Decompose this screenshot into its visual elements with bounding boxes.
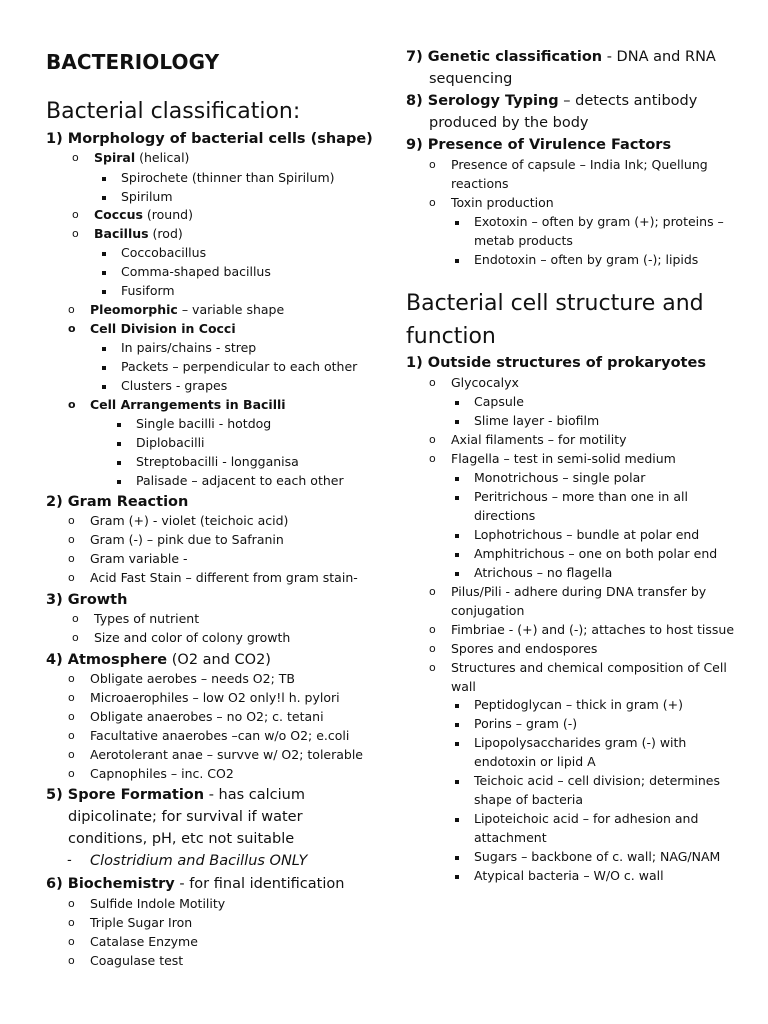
list-item: o Gram (-) – pink due to Safranin <box>90 534 284 547</box>
list-item: Peritrichous – more than one in all <box>474 489 688 504</box>
list-item: o Facultative anaerobes –can w/o O2; e.coli <box>90 730 349 743</box>
list-item-cont: endotoxin or lipid A <box>474 754 596 769</box>
list-item: o Triple Sugar Iron <box>90 917 192 930</box>
list-item: o Cell Arrangements in Bacilli <box>90 399 286 412</box>
list-item: o Cell Division in Cocci <box>90 323 236 336</box>
list-item: Atypical bacteria – W/O c. wall <box>474 868 664 883</box>
list-item: Slime layer - biofilm <box>474 413 600 428</box>
list-item: o Obligate anaerobes – no O2; c. tetani <box>90 711 324 724</box>
list-item: o Axial filaments – for motility <box>451 434 627 447</box>
list-item: Palisade – adjacent to each other <box>136 473 344 488</box>
list-item: Streptobacilli - longganisa <box>136 454 299 469</box>
list-item: Atrichous – no flagella <box>474 565 613 580</box>
list-item: o Flagella – test in semi-solid medium <box>451 453 676 466</box>
list-item: Amphitrichous – one on both polar end <box>474 546 718 561</box>
list-item: Sugars – backbone of c. wall; NAG/NAM <box>474 849 721 864</box>
list-item: o Coccus (round) <box>94 209 193 222</box>
list-item: Single bacilli - hotdog <box>136 416 272 431</box>
heading-growth: 3) Growth <box>46 592 128 608</box>
list-item-cont: shape of bacteria <box>474 792 584 807</box>
list-item: o Fimbriae - (+) and (-); attaches to host tissue <box>451 624 734 637</box>
list-item: Fusiform <box>121 283 175 298</box>
heading-genetic: 7) Genetic classification - DNA and RNA <box>406 49 716 65</box>
list-item: Comma-shaped bacillus <box>121 264 271 279</box>
list-item-cont: directions <box>474 508 536 523</box>
paragraph-line: sequencing <box>429 71 513 87</box>
list-item: In pairs/chains - strep <box>121 340 257 355</box>
list-item-cont: attachment <box>474 830 547 845</box>
list-item: o Size and color of colony growth <box>94 632 290 645</box>
heading-atmosphere: 4) Atmosphere (O2 and CO2) <box>46 652 271 668</box>
heading-serology: 8) Serology Typing – detects antibody <box>406 93 698 109</box>
list-item: o Sulfide Indole Motility <box>90 898 225 911</box>
page-title: BACTERIOLOGY <box>46 50 220 74</box>
list-item: o Glycocalyx <box>451 377 519 390</box>
list-item: o Catalase Enzyme <box>90 936 198 949</box>
list-item: Spirochete (thinner than Spirilum) <box>121 170 335 185</box>
list-item: o Obligate aerobes – needs O2; TB <box>90 673 295 686</box>
list-item: o Pilus/Pili - adhere during DNA transfer by <box>451 586 706 599</box>
list-item-cont: metab products <box>474 233 573 248</box>
list-item: Packets – perpendicular to each other <box>121 359 358 374</box>
list-item: o Aerotolerant anae – survve w/ O2; tolerable <box>90 749 363 762</box>
paragraph-line: dipicolinate; for survival if water <box>68 809 303 825</box>
list-item: Diplobacilli <box>136 435 205 450</box>
section-title: Bacterial classification: <box>46 99 301 124</box>
list-item: Porins – gram (-) <box>474 716 578 731</box>
list-item: Clusters - grapes <box>121 378 228 393</box>
list-item: Teichoic acid – cell division; determines <box>474 773 720 788</box>
list-item: o Bacillus (rod) <box>94 228 183 241</box>
section-title-structure-cont: function <box>406 324 496 349</box>
list-item: o Microaerophiles – low O2 only!l h. pylori <box>90 692 340 705</box>
list-item: o Structures and chemical composition of Cell <box>451 662 727 675</box>
heading-virulence: 9) Presence of Virulence Factors <box>406 137 672 153</box>
list-item: Capsule <box>474 394 524 409</box>
list-item: Lophotrichous – bundle at polar end <box>474 527 700 542</box>
heading-biochemistry: 6) Biochemistry - for final identification <box>46 876 345 892</box>
list-item: o Gram (+) - violet (teichoic acid) <box>90 515 288 528</box>
list-item: o Gram variable - <box>90 553 188 566</box>
list-item: Endotoxin – often by gram (-); lipids <box>474 252 699 267</box>
list-item: o Coagulase test <box>90 955 183 968</box>
heading-morphology: 1) Morphology of bacterial cells (shape) <box>46 131 373 147</box>
list-item: o Presence of capsule – India Ink; Quellung <box>451 159 708 172</box>
list-item: o Acid Fast Stain – different from gram stain- <box>90 572 358 585</box>
paragraph-line: produced by the body <box>429 115 589 131</box>
list-item: - Clostridium and Bacillus ONLY <box>90 854 307 869</box>
list-item: Monotrichous – single polar <box>474 470 646 485</box>
list-item: o Capnophiles – inc. CO2 <box>90 768 234 781</box>
list-item-cont: conjugation <box>451 603 525 618</box>
list-item: Coccobacillus <box>121 245 207 260</box>
heading-spore-formation: 5) Spore Formation - has calcium <box>46 787 305 803</box>
heading-outside-structures: 1) Outside structures of prokaryotes <box>406 355 706 371</box>
list-item: o Types of nutrient <box>94 613 199 626</box>
list-item: o Spiral (helical) <box>94 152 189 165</box>
list-item-cont: wall <box>451 679 476 694</box>
list-item: Spirilum <box>121 189 173 204</box>
heading-gram-reaction: 2) Gram Reaction <box>46 494 189 510</box>
section-title-structure: Bacterial cell structure and <box>406 291 704 316</box>
list-item: o Pleomorphic – variable shape <box>90 304 284 317</box>
list-item: Lipoteichoic acid – for adhesion and <box>474 811 699 826</box>
list-item: Peptidoglycan – thick in gram (+) <box>474 697 683 712</box>
list-item-cont: reactions <box>451 176 509 191</box>
list-item: o Spores and endospores <box>451 643 597 656</box>
list-item: Lipopolysaccharides gram (-) with <box>474 735 687 750</box>
paragraph-line: conditions, pH, etc not suitable <box>68 831 295 847</box>
list-item: o Toxin production <box>451 197 554 210</box>
list-item: Exotoxin – often by gram (+); proteins – <box>474 214 724 229</box>
